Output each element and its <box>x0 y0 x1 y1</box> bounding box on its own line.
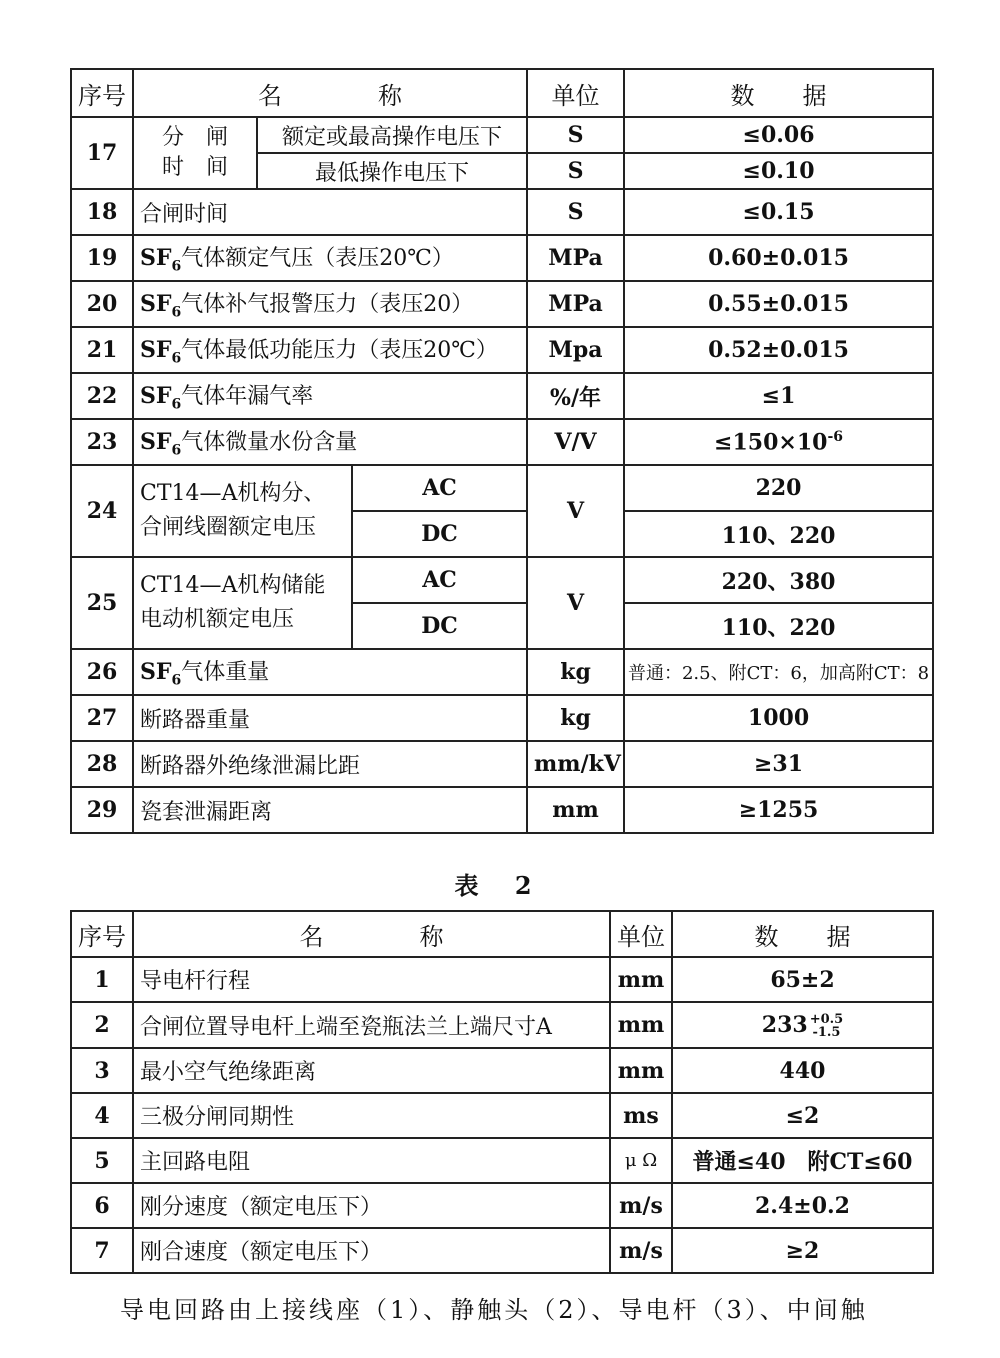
table-row <box>71 649 933 695</box>
row-name: $SF_6$气体年漏气率 <box>133 373 527 419</box>
row-unit: kg <box>527 649 624 695</box>
header-name: 名 称 <box>133 69 527 117</box>
row-value: 普通≤40 附CT≤60 <box>672 1138 933 1183</box>
row-name: 最低操作电压下 <box>257 153 527 189</box>
row-group-label: 分 闸 时 间 <box>133 117 257 189</box>
table-row <box>71 787 933 833</box>
row-name: CT14—A机构储能 电动机额定电压 <box>133 557 352 649</box>
row-no: 17 <box>71 117 133 189</box>
header-unit: 单位 <box>610 911 672 957</box>
row-unit: MPa <box>527 281 624 327</box>
table-row <box>71 327 933 373</box>
header-no: 序号 <box>71 69 133 117</box>
row-no: 4 <box>71 1093 133 1138</box>
table-row <box>71 695 933 741</box>
row-unit: mm <box>610 1002 672 1048</box>
table-row <box>71 741 933 787</box>
row-no: 28 <box>71 741 133 787</box>
row-value: ≤2 <box>672 1093 933 1138</box>
row-no: 19 <box>71 235 133 281</box>
row-unit: %/年 <box>527 373 624 419</box>
row-name: 刚分速度（额定电压下） <box>133 1183 610 1228</box>
row-name: 合闸时间 <box>133 189 527 235</box>
row-value: ≥1255 <box>624 787 933 833</box>
table-row <box>71 1228 933 1273</box>
row-name: 三极分闸同期性 <box>133 1093 610 1138</box>
row-unit: V <box>527 465 624 557</box>
row-name: 导电杆行程 <box>133 957 610 1002</box>
table-row <box>71 1138 933 1183</box>
row-value: 普通：2.5、附CT：6，加高附CT：8 <box>624 649 933 695</box>
header-name: 名 称 <box>133 911 610 957</box>
row-value: 233 +0.5 -1.5 <box>672 1002 933 1048</box>
row-value: 1000 <box>624 695 933 741</box>
table-row <box>71 117 933 153</box>
row-no: 24 <box>71 465 133 557</box>
row-name: 额定或最高操作电压下 <box>257 117 527 153</box>
row-value: 65±2 <box>672 957 933 1002</box>
row-no: 3 <box>71 1048 133 1093</box>
row-unit: MPa <box>527 235 624 281</box>
row-subtype-dc: DC <box>352 603 527 649</box>
row-unit: S <box>527 189 624 235</box>
row-no: 21 <box>71 327 133 373</box>
row-name: $SF_6$气体最低功能压力（表压20℃） <box>133 327 527 373</box>
row-no: 20 <box>71 281 133 327</box>
row-unit: μ Ω <box>610 1138 672 1183</box>
row-unit: mm <box>610 957 672 1002</box>
table-row <box>71 557 933 603</box>
row-name: $SF_6$气体微量水份含量 <box>133 419 527 465</box>
row-value: ≤1 <box>624 373 933 419</box>
row-name: 最小空气绝缘距离 <box>133 1048 610 1093</box>
table-row <box>71 1048 933 1093</box>
row-value: 0.52±0.015 <box>624 327 933 373</box>
row-value-dc: 110、220 <box>624 511 933 557</box>
row-name: 刚合速度（额定电压下） <box>133 1228 610 1273</box>
row-unit: V/V <box>527 419 624 465</box>
body-text-paragraph: 导电回路由上接线座（1）、静触头（2）、导电杆（3）、中间触 <box>120 1296 868 1324</box>
row-value-ac: 220 <box>624 465 933 511</box>
row-value: 440 <box>672 1048 933 1093</box>
table-row <box>71 235 933 281</box>
row-no: 25 <box>71 557 133 649</box>
row-name: 断路器重量 <box>133 695 527 741</box>
row-name: 主回路电阻 <box>133 1138 610 1183</box>
row-value: ≥31 <box>624 741 933 787</box>
row-subtype-ac: AC <box>352 557 527 603</box>
row-value: ≥2 <box>672 1228 933 1273</box>
row-no: 29 <box>71 787 133 833</box>
row-unit: Mpa <box>527 327 624 373</box>
row-no: 1 <box>71 957 133 1002</box>
row-unit: V <box>527 557 624 649</box>
row-unit: S <box>527 153 624 189</box>
row-name: CT14—A机构分、 合闸线圈额定电压 <box>133 465 352 557</box>
row-unit: mm <box>527 787 624 833</box>
header-no: 序号 <box>71 911 133 957</box>
row-value: 2.4±0.2 <box>672 1183 933 1228</box>
row-unit: mm <box>610 1048 672 1093</box>
table-row <box>71 373 933 419</box>
row-unit: m/s <box>610 1183 672 1228</box>
row-no: 27 <box>71 695 133 741</box>
table-row <box>71 1093 933 1138</box>
spec-table-2 <box>70 910 934 1274</box>
table-row <box>71 465 933 511</box>
row-no: 5 <box>71 1138 133 1183</box>
row-no: 18 <box>71 189 133 235</box>
row-name: 合闸位置导电杆上端至瓷瓶法兰上端尺寸A <box>133 1002 610 1048</box>
row-value: ≤0.06 <box>624 117 933 153</box>
header-data: 数 据 <box>672 911 933 957</box>
row-unit: mm/kV <box>527 741 624 787</box>
row-subtype-ac: AC <box>352 465 527 511</box>
row-no: 6 <box>71 1183 133 1228</box>
row-unit: S <box>527 117 624 153</box>
table-row <box>71 281 933 327</box>
row-value: $\le 150\times 10^{-6}$ <box>624 419 933 465</box>
row-name: 瓷套泄漏距离 <box>133 787 527 833</box>
table-2-caption: 表 2 <box>454 871 546 900</box>
row-subtype-dc: DC <box>352 511 527 557</box>
row-name: $SF_6$气体重量 <box>133 649 527 695</box>
row-no: 23 <box>71 419 133 465</box>
table-row <box>71 189 933 235</box>
row-value: ≤0.10 <box>624 153 933 189</box>
row-name: $SF_6$气体补气报警压力（表压20） <box>133 281 527 327</box>
table-row <box>71 1183 933 1228</box>
table-row <box>71 1002 933 1048</box>
row-no: 2 <box>71 1002 133 1048</box>
row-unit: ms <box>610 1093 672 1138</box>
row-value: 0.55±0.015 <box>624 281 933 327</box>
row-value: 0.60±0.015 <box>624 235 933 281</box>
row-value-dc: 110、220 <box>624 603 933 649</box>
spec-table-1 <box>70 68 934 834</box>
row-no: 7 <box>71 1228 133 1273</box>
row-name: 断路器外绝缘泄漏比距 <box>133 741 527 787</box>
row-no: 26 <box>71 649 133 695</box>
row-no: 22 <box>71 373 133 419</box>
table-header-row <box>71 911 933 957</box>
row-unit: kg <box>527 695 624 741</box>
header-data: 数 据 <box>624 69 933 117</box>
header-unit: 单位 <box>527 69 624 117</box>
row-unit: m/s <box>610 1228 672 1273</box>
table-row <box>71 957 933 1002</box>
table-header-row <box>71 69 933 117</box>
row-value-ac: 220、380 <box>624 557 933 603</box>
table-row <box>71 419 933 465</box>
row-name: $SF_6$气体额定气压（表压20℃） <box>133 235 527 281</box>
row-value: ≤0.15 <box>624 189 933 235</box>
